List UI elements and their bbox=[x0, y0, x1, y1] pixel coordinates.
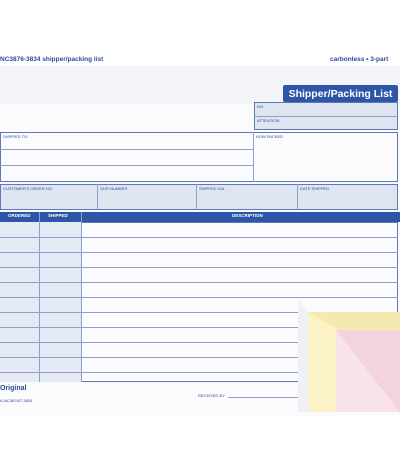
shipped-to-label: SHIPPED TO: bbox=[3, 134, 29, 139]
shipped-to-line-2 bbox=[0, 165, 253, 166]
qty-columns-tint bbox=[0, 222, 82, 382]
order-info-divider-2 bbox=[196, 184, 197, 210]
table-row bbox=[0, 252, 398, 253]
table-row bbox=[0, 267, 398, 268]
no-label: NO. bbox=[257, 104, 265, 109]
column-ordered: ORDERED bbox=[8, 213, 31, 218]
our-number-label: OUR NUMBER bbox=[100, 186, 128, 191]
copy-label: Original bbox=[0, 385, 27, 392]
table-row bbox=[0, 237, 398, 238]
column-description: DESCRIPTION bbox=[232, 213, 263, 218]
order-info-divider-3 bbox=[297, 184, 298, 210]
table-row bbox=[0, 282, 398, 283]
shipped-to-divider bbox=[253, 132, 254, 182]
form-number-label: A-NC3876/T-3834 bbox=[0, 398, 33, 403]
carbon-copies-corner bbox=[298, 300, 400, 412]
copies-note-label: carbonless • 3-part bbox=[330, 56, 389, 63]
white-edge bbox=[298, 300, 308, 412]
how-packed-label: HOW PACKED bbox=[256, 134, 284, 139]
shipped-to-box bbox=[0, 132, 398, 182]
no-attention-divider bbox=[254, 116, 398, 117]
attention-label: ATTENTION bbox=[257, 118, 280, 123]
shipped-via-label: SHIPPED VIA bbox=[199, 186, 225, 191]
received-by-label: RECEIVED BY bbox=[198, 393, 225, 398]
product-code-label: NC3876-3834 shipper/packing list bbox=[0, 56, 104, 63]
column-shipped: SHIPPED bbox=[48, 213, 68, 218]
customers-order-no-label: CUSTOMER'S ORDER NO. bbox=[3, 186, 54, 191]
date-shipped-label: DATE SHIPPED bbox=[300, 186, 330, 191]
shipped-to-line-1 bbox=[0, 149, 253, 150]
table-row bbox=[0, 297, 398, 298]
form-title: Shipper/Packing List bbox=[283, 85, 398, 102]
order-info-divider-1 bbox=[97, 184, 98, 210]
